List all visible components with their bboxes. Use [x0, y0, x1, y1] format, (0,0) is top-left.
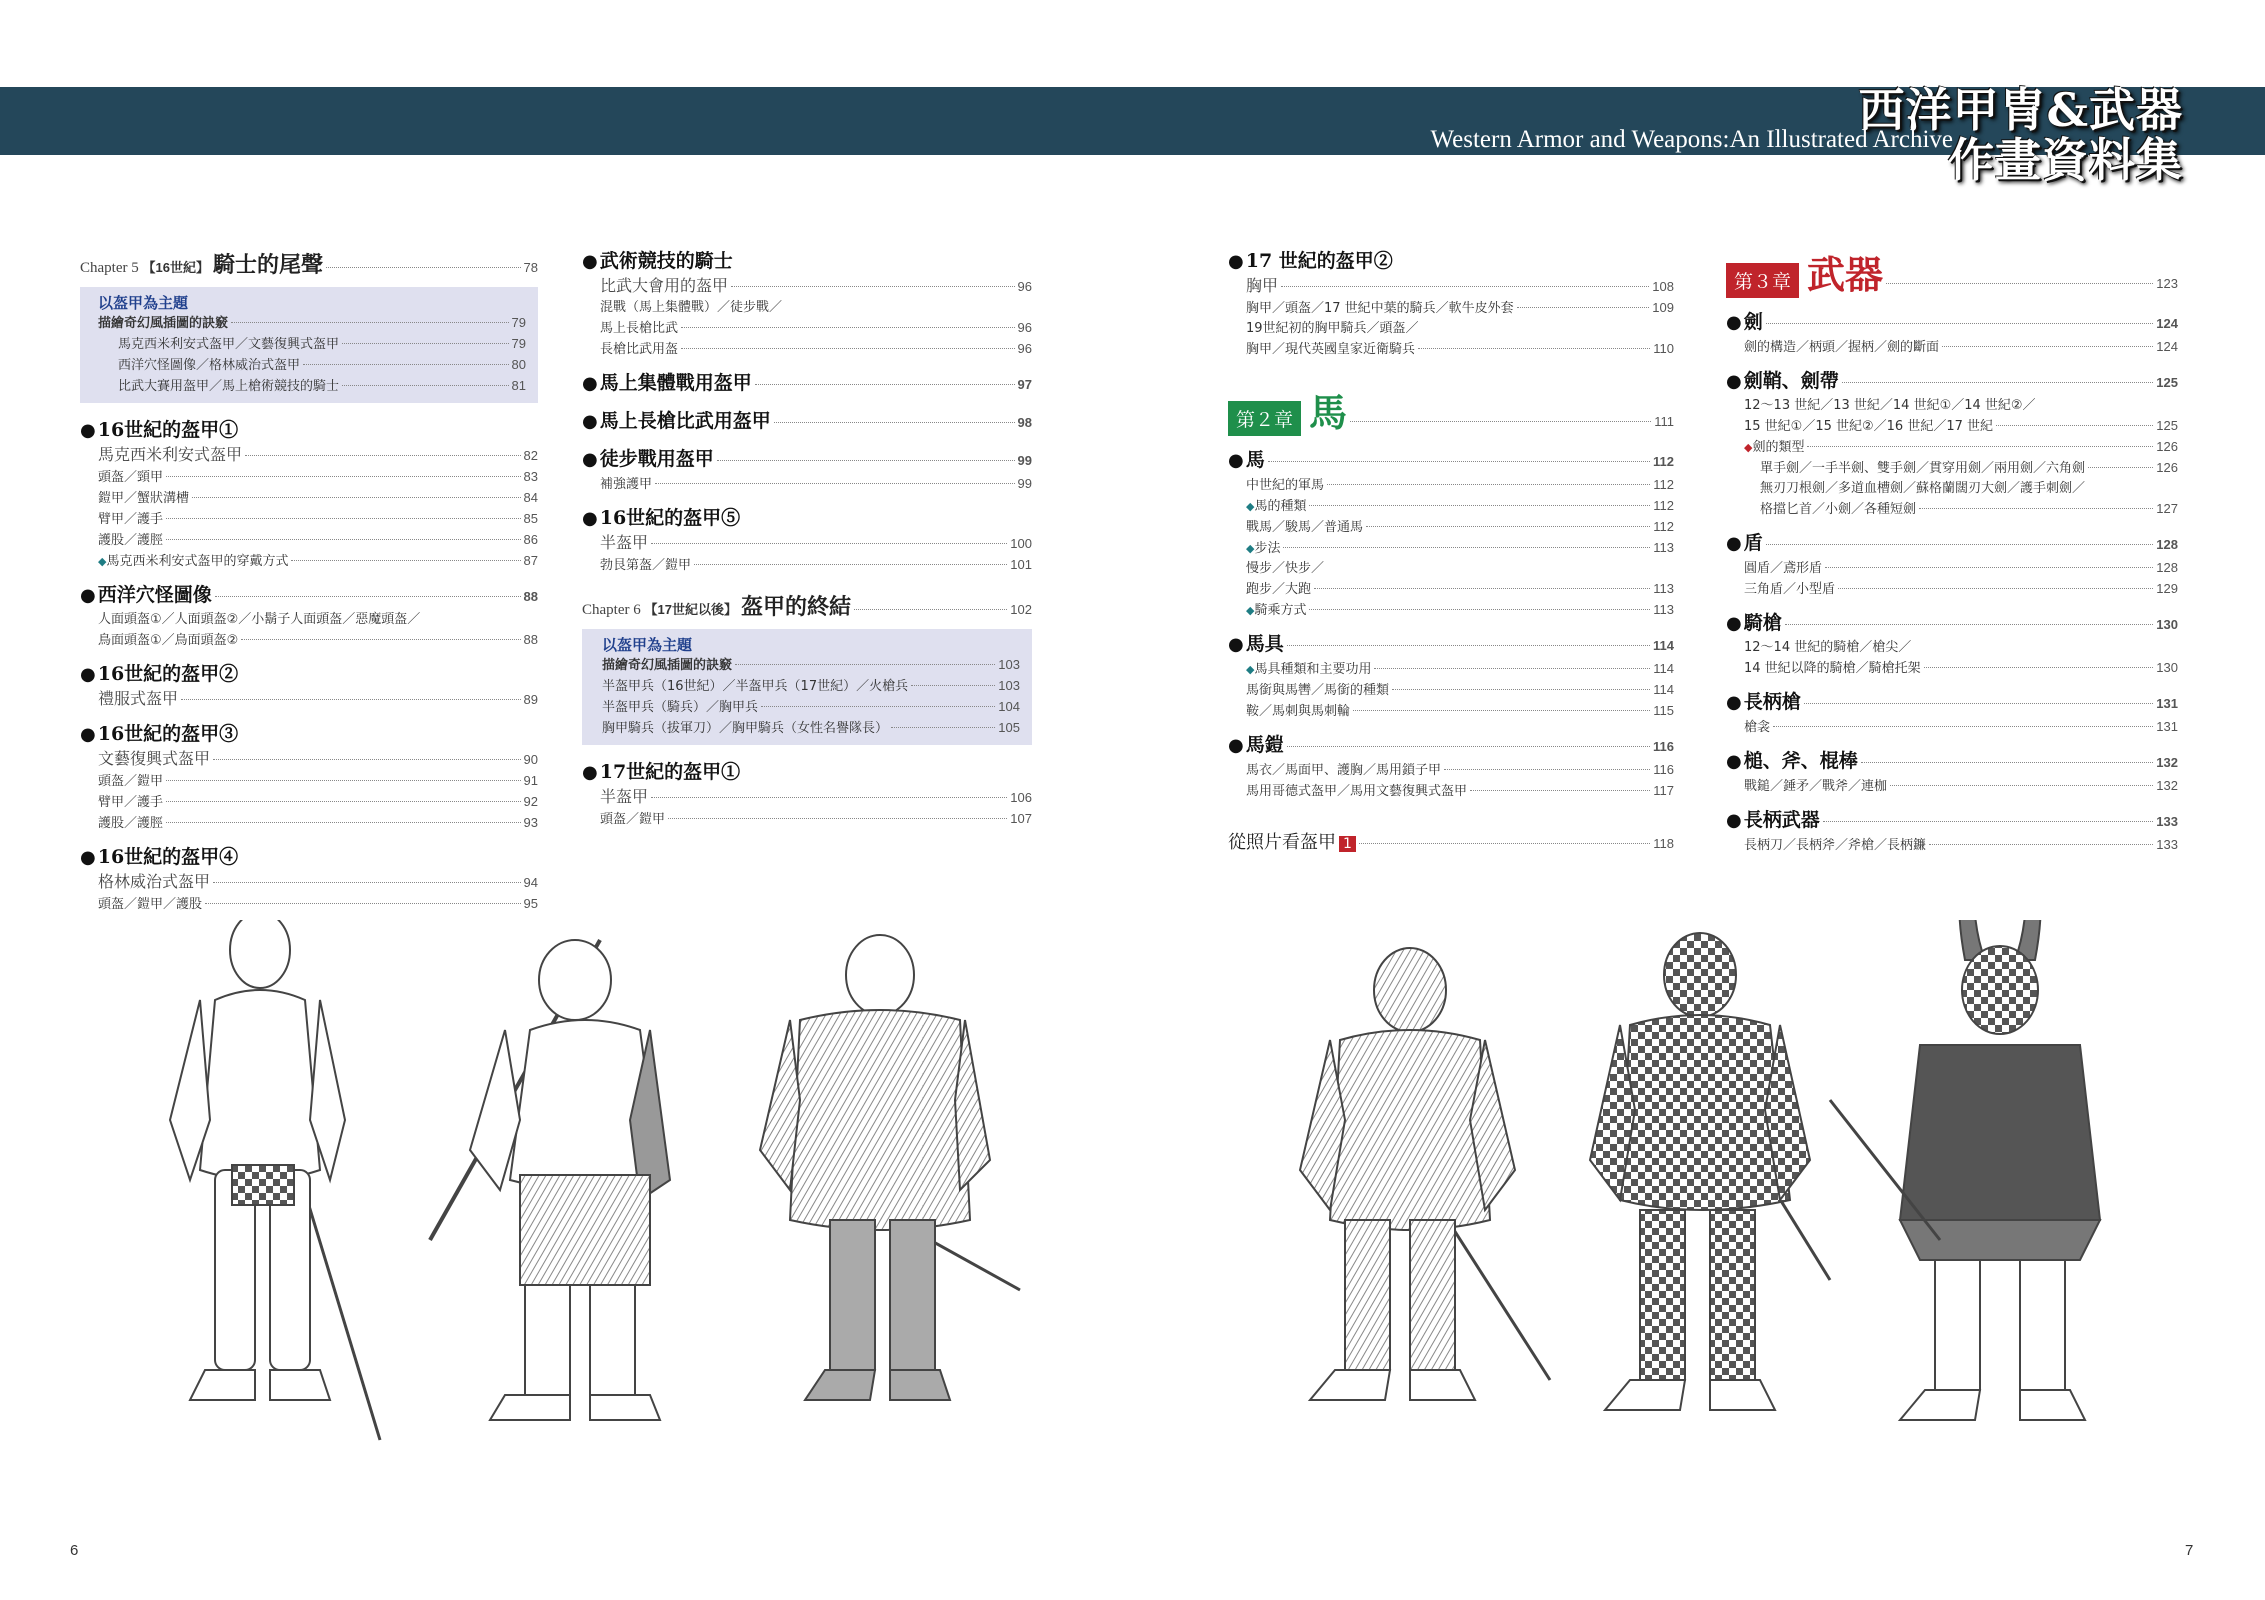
toc-entry-label: ◆馬克西米利安式盔甲的穿戴方式	[98, 554, 289, 569]
toc-entry-label: 19世紀初的胸甲騎兵／頭盔／	[1246, 321, 1419, 336]
toc-entry[interactable]	[1228, 659, 1674, 680]
diamond-bullet-icon: ◆	[1246, 663, 1255, 676]
toc-entry[interactable]	[80, 894, 538, 915]
toc-page-number: 88	[523, 632, 538, 647]
toc-page-number: 112	[1653, 519, 1674, 534]
toc-entry[interactable]	[80, 771, 538, 792]
toc-section	[1726, 689, 2178, 738]
toc-entry[interactable]	[1228, 579, 1674, 600]
toc-entry[interactable]	[80, 467, 538, 488]
toc-entry-label: 慢步／快步／	[1246, 561, 1325, 576]
section-bullet-icon: ●	[582, 251, 598, 272]
toc-column-4	[1726, 248, 2178, 856]
toc-page-number: 91	[523, 773, 538, 788]
toc-entry[interactable]	[1726, 458, 2178, 479]
toc-page-number: 94	[523, 875, 538, 890]
toc-entry[interactable]	[582, 298, 1032, 318]
toc-entry[interactable]	[1228, 781, 1674, 802]
section-heading[interactable]: ● 徒步戰用盔甲 99	[582, 448, 1032, 470]
toc-entry-label: 12～14 世紀的騎槍／槍尖／	[1744, 640, 1912, 655]
toc-column-1	[80, 248, 538, 915]
toc-entry-label: 胸甲騎兵（拔軍刀）／胸甲騎兵（女性名譽隊長）	[602, 721, 889, 736]
toc-page-number: 117	[1653, 783, 1674, 798]
photo-section[interactable]: 從照片看盔甲 1 118	[1228, 832, 1674, 853]
toc-main-entry[interactable]	[582, 532, 1032, 555]
tips-box-2: 以盔甲為主題 描繪奇幻風插圖的訣竅 103 半盔甲兵（16世紀）／半盔甲兵（17世紀）／火槍兵 103 半盔甲兵（騎兵）／胸甲兵 104 胸甲騎兵（拔軍刀）／胸甲騎兵（女性名譽隊長） 105	[582, 629, 1032, 745]
toc-page-number: 107	[1010, 811, 1032, 826]
toc-entry-label: 頭盔／鎧甲	[600, 812, 666, 827]
toc-entry-label: 劍的構造／柄頭／握柄／劍的斷面	[1744, 340, 1940, 355]
toc-page-number: 104	[998, 699, 1020, 714]
toc-entry-label: 格林威治式盔甲	[98, 872, 211, 891]
knight-figure-5	[1590, 933, 1830, 1410]
section-heading[interactable]: ● 16世紀的盔甲②	[80, 663, 239, 685]
section-heading[interactable]: ● 槌、斧、棍棒 132	[1726, 750, 2178, 772]
toc-entry[interactable]	[80, 488, 538, 509]
toc-page-number: 84	[523, 490, 538, 505]
toc-page-number: 89	[523, 692, 538, 707]
toc-entry-label: 馬衣／馬面甲、護胸／馬用鎖子甲	[1246, 763, 1442, 778]
toc-page-number: 81	[511, 378, 526, 393]
toc-entry[interactable]	[80, 610, 538, 630]
section-heading[interactable]: ● 西洋穴怪圖像 88	[80, 584, 538, 606]
toc-entry[interactable]	[1228, 298, 1674, 319]
toc-section	[1726, 807, 2178, 856]
toc-main-entry[interactable]	[80, 444, 538, 467]
section-bullet-icon: ●	[1228, 450, 1244, 471]
toc-entry-label: 頭盔／頸甲	[98, 470, 164, 485]
knight-figure-6	[1830, 920, 2100, 1420]
toc-page-number: 95	[523, 896, 538, 911]
toc-entry-label: 臂甲／護手	[98, 512, 164, 527]
toc-entry[interactable]	[1726, 416, 2178, 437]
toc-page-number: 83	[523, 469, 538, 484]
toc-entry-label: 臂甲／護手	[98, 795, 164, 810]
toc-entry-label: 比武大會用的盔甲	[600, 276, 729, 295]
toc-page-number: 96	[1017, 320, 1032, 335]
toc-section	[1726, 610, 2178, 679]
toc-entry-label: 三角盾／小型盾	[1744, 582, 1836, 597]
toc-page-number: 96	[1017, 279, 1032, 294]
toc-entry[interactable]	[80, 813, 538, 834]
toc-page-number: 105	[998, 720, 1020, 735]
toc-entry-label: 頭盔／鎧甲	[98, 774, 164, 789]
toc-entry-label: 補強護甲	[600, 477, 653, 492]
toc-page-number: 106	[1010, 790, 1032, 805]
toc-entry-label: 戰馬／駿馬／普通馬	[1246, 520, 1364, 535]
book-subtitle: Western Armor and Weapons:An Illustrated Archive	[1430, 126, 1953, 153]
section-bullet-icon: ●	[80, 420, 96, 441]
section-bullet-icon: ●	[1726, 810, 1742, 831]
toc-main-entry[interactable]	[80, 748, 538, 771]
section-heading[interactable]: ● 長柄武器 133	[1726, 809, 2178, 831]
section-heading[interactable]: ● 劍 124	[1726, 311, 2178, 333]
toc-entry-label: 長柄刀／長柄斧／斧槍／長柄鐮	[1744, 838, 1927, 853]
toc-page-number: 103	[998, 678, 1020, 693]
toc-entry-label: 14 世紀以降的騎槍／騎槍托架	[1744, 661, 1921, 676]
section-heading[interactable]: ● 16世紀的盔甲④	[80, 846, 239, 868]
section-heading[interactable]: ● 長柄槍 131	[1726, 691, 2178, 713]
toc-entry-label: ◆騎乘方式	[1246, 603, 1307, 618]
toc-entry[interactable]	[1726, 558, 2178, 579]
toc-entry[interactable]	[1726, 396, 2178, 416]
section-heading[interactable]: ● 17世紀的盔甲①	[582, 761, 741, 783]
section-heading[interactable]: ● 16世紀的盔甲③	[80, 723, 239, 745]
toc-entry[interactable]	[1726, 499, 2178, 520]
toc-section	[80, 661, 538, 711]
toc-section	[80, 844, 538, 915]
toc-entry[interactable]	[1228, 319, 1674, 339]
toc-page-number: 126	[2156, 439, 2178, 454]
toc-entry-label: 圓盾／鳶形盾	[1744, 561, 1823, 576]
toc-entry[interactable]	[1228, 559, 1674, 579]
toc-section	[582, 248, 1032, 360]
toc-entry-label: 人面頭盔①／人面頭盔②／小鬍子人面頭盔／惡魔頭盔／	[98, 612, 421, 627]
photo-number-badge: 1	[1339, 836, 1356, 852]
toc-page-number: 92	[523, 794, 538, 809]
book-title-line2: 作畫資料集	[1948, 133, 2183, 187]
toc-page-number: 90	[523, 752, 538, 767]
section-bullet-icon: ●	[582, 508, 598, 529]
section-bullet-icon: ●	[80, 585, 96, 606]
section-heading[interactable]: ● 劍鞘、劍帶 125	[1726, 370, 2178, 392]
toc-page-number: 96	[1017, 341, 1032, 356]
toc-page-number: 113	[1653, 581, 1674, 596]
toc-page-number: 112	[1653, 477, 1674, 492]
toc-entry[interactable]	[1228, 475, 1674, 496]
chapter-5-heading[interactable]: Chapter 5 【16世紀】 騎士的尾聲 78	[80, 252, 538, 278]
toc-page-number: 133	[2156, 837, 2178, 852]
toc-main-entry[interactable]	[582, 786, 1032, 809]
section-heading[interactable]: ● 馬 112	[1228, 449, 1674, 471]
page-number-right: 7	[2185, 1542, 2194, 1559]
toc-section	[80, 721, 538, 834]
section-heading[interactable]: ● 馬上長槍比武用盔甲 98	[582, 410, 1032, 432]
toc-entry-label: 跑步／大跑	[1246, 582, 1312, 597]
toc-page-number: 124	[2156, 339, 2178, 354]
toc-page-number: 86	[523, 532, 538, 547]
toc-page-number: 125	[2156, 418, 2178, 433]
toc-entry-label: 文藝復興式盔甲	[98, 749, 211, 768]
toc-entry[interactable]	[80, 792, 538, 813]
toc-entry-label: ◆馬具種類和主要功用	[1246, 662, 1372, 677]
toc-page-number: 80	[511, 357, 526, 372]
toc-section	[1228, 447, 1674, 621]
toc-entry-label: 護股／護脛	[98, 816, 164, 831]
section-heading[interactable]: ● 17 世紀的盔甲②	[1228, 250, 1393, 272]
toc-section	[582, 446, 1032, 495]
toc-page-number: 126	[2156, 460, 2178, 475]
section-heading[interactable]: ● 馬具 114	[1228, 633, 1674, 655]
toc-main-entry[interactable]	[1228, 275, 1674, 298]
section-bullet-icon: ●	[80, 847, 96, 868]
chapter-2-badge: 第２章	[1228, 401, 1301, 436]
toc-entry-label: 西洋穴怪圖像／格林威治式盔甲	[118, 358, 301, 373]
section-heading[interactable]: ● 馬上集體戰用盔甲 97	[582, 372, 1032, 394]
toc-page-number: 101	[1010, 557, 1032, 572]
toc-page-number: 110	[1653, 341, 1674, 356]
toc-page-number: 87	[523, 553, 538, 568]
toc-entry-label: 鎧甲／蟹狀溝槽	[98, 491, 190, 506]
section-heading[interactable]: ● 騎槍 130	[1726, 612, 2178, 634]
toc-section	[582, 408, 1032, 436]
toc-section	[1228, 732, 1674, 802]
tips-entry[interactable]	[602, 676, 1020, 697]
toc-entry-label: 鳥面頭盔①／鳥面頭盔②	[98, 633, 239, 648]
toc-entry-label: 半盔甲	[600, 787, 649, 806]
knight-figure-4	[1300, 948, 1550, 1400]
toc-main-entry[interactable]	[80, 688, 538, 711]
toc-entry-label: 中世紀的軍馬	[1246, 478, 1325, 493]
chapter-6-heading[interactable]: Chapter 6 【17世紀以後】 盔甲的終結 102	[582, 594, 1032, 620]
toc-entry-label: 馬克西米利安式盔甲／文藝復興式盔甲	[118, 337, 340, 352]
section-bullet-icon: ●	[1228, 251, 1244, 272]
toc-entry-label: 馬上長槍比武	[600, 321, 679, 336]
toc-entry-label: ◆馬的種類	[1246, 499, 1307, 514]
toc-section	[1726, 368, 2178, 520]
chapter-3-heading[interactable]: 第３章 武器 123	[1726, 244, 2178, 299]
toc-section	[1228, 248, 1674, 360]
toc-page-number: 99	[1017, 476, 1032, 491]
tips-entry[interactable]	[118, 376, 526, 397]
toc-entry[interactable]	[582, 809, 1032, 830]
knight-figure-3	[760, 935, 1020, 1400]
toc-entry-label: 15 世紀①／15 世紀②／16 世紀／17 世紀	[1744, 419, 1994, 434]
section-bullet-icon: ●	[1726, 533, 1742, 554]
toc-entry[interactable]	[80, 509, 538, 530]
section-bullet-icon: ●	[582, 373, 598, 394]
toc-page-number: 79	[511, 336, 526, 351]
section-bullet-icon: ●	[582, 449, 598, 470]
toc-entry-label: 混戰（馬上集體戰）／徒步戰／	[600, 300, 783, 315]
toc-entry[interactable]	[1726, 776, 2178, 797]
toc-entry-label: 鞍／馬刺與馬刺輪	[1246, 704, 1351, 719]
section-heading[interactable]: ● 16世紀的盔甲⑤	[582, 507, 741, 529]
toc-entry-label: 12～13 世紀／13 世紀／14 世紀①／14 世紀②／	[1744, 398, 2036, 413]
chapter-2-heading[interactable]: 第２章 馬 111	[1228, 382, 1674, 437]
toc-entry-label: 無刃刀根劍／多道血槽劍／蘇格蘭闊刃大劍／護手刺劍／	[1760, 481, 2086, 496]
toc-entry[interactable]	[1228, 680, 1674, 701]
toc-entry-label: 禮服式盔甲	[98, 689, 179, 708]
toc-page-number: 108	[1652, 279, 1674, 294]
toc-entry[interactable]	[1228, 517, 1674, 538]
knight-figure-1	[170, 920, 380, 1440]
toc-entry[interactable]	[1726, 658, 2178, 679]
section-bullet-icon: ●	[80, 664, 96, 685]
section-heading[interactable]: ● 馬鎧 116	[1228, 734, 1674, 756]
toc-entry-label: 半盔甲兵（16世紀）／半盔甲兵（17世紀）／火槍兵	[602, 679, 909, 694]
toc-entry[interactable]	[1726, 479, 2178, 499]
toc-main-entry[interactable]	[80, 871, 538, 894]
toc-entry-label: 長槍比武用盔	[600, 342, 679, 357]
toc-entry[interactable]	[1726, 638, 2178, 658]
toc-page-number: 130	[2156, 660, 2178, 675]
section-heading[interactable]: ● 16世紀的盔甲①	[80, 419, 239, 441]
toc-entry-label: 單手劍／一手半劍、雙手劍／貫穿用劍／兩用劍／六角劍	[1760, 461, 2086, 476]
toc-page-number: 115	[1653, 703, 1674, 718]
toc-entry-label: 護股／護脛	[98, 533, 164, 548]
toc-section	[582, 505, 1032, 576]
toc-page-number: 131	[2156, 719, 2178, 734]
diamond-bullet-icon: ◆	[1246, 542, 1255, 555]
toc-section	[80, 417, 538, 572]
page-number-left: 6	[70, 1542, 79, 1559]
toc-section	[1228, 631, 1674, 722]
toc-entry-label: ◆劍的類型	[1744, 440, 1805, 455]
toc-entry[interactable]	[1228, 496, 1674, 517]
toc-entry[interactable]	[1726, 835, 2178, 856]
toc-entry[interactable]	[582, 555, 1032, 576]
diamond-bullet-icon: ◆	[1246, 604, 1255, 617]
chapter-3-badge: 第３章	[1726, 263, 1799, 298]
toc-entry-label: 格擋匕首／小劍／各種短劍	[1760, 502, 1917, 517]
section-bullet-icon: ●	[582, 411, 598, 432]
toc-section	[1726, 748, 2178, 797]
toc-entry[interactable]	[1726, 437, 2178, 458]
toc-entry-label: 槍衾	[1744, 720, 1771, 735]
toc-column-3	[1228, 248, 1674, 854]
toc-entry-label: 勃艮第盔／鎧甲	[600, 558, 692, 573]
toc-entry-label: 戰鎚／錘矛／戰斧／連枷	[1744, 779, 1888, 794]
toc-page-number: 109	[1652, 300, 1674, 315]
tips-entry[interactable]	[602, 697, 1020, 718]
section-bullet-icon: ●	[1726, 613, 1742, 634]
toc-entry[interactable]	[1726, 579, 2178, 600]
toc-entry[interactable]	[1228, 600, 1674, 621]
toc-entry[interactable]	[1228, 339, 1674, 360]
toc-section	[1726, 309, 2178, 358]
toc-page-number: 113	[1653, 540, 1674, 555]
toc-entry-label: 胸甲	[1246, 276, 1279, 295]
toc-section	[582, 759, 1032, 830]
toc-entry-label: 半盔甲兵（騎兵）／胸甲兵	[602, 700, 759, 715]
toc-section	[1726, 530, 2178, 600]
knight-figure-2	[430, 940, 670, 1420]
toc-entry-label: 半盔甲	[600, 533, 649, 552]
toc-main-entry[interactable]	[582, 275, 1032, 298]
section-heading[interactable]: ● 盾 128	[1726, 532, 2178, 554]
toc-entry-label: 比武大賽用盔甲／馬上槍術競技的騎士	[118, 379, 340, 394]
toc-page-number: 114	[1653, 661, 1674, 676]
section-bullet-icon: ●	[1726, 692, 1742, 713]
section-bullet-icon: ●	[1726, 312, 1742, 333]
toc-entry-label: 胸甲／現代英國皇家近衛騎兵	[1246, 342, 1416, 357]
toc-page-number: 112	[1653, 498, 1674, 513]
toc-entry[interactable]	[80, 530, 538, 551]
toc-section	[80, 582, 538, 651]
toc-entry-label: 頭盔／鎧甲／護股	[98, 897, 203, 912]
toc-entry[interactable]	[1726, 717, 2178, 738]
toc-entry[interactable]	[582, 318, 1032, 339]
toc-entry[interactable]	[1228, 538, 1674, 559]
toc-page-number: 93	[523, 815, 538, 830]
armor-illustrations	[0, 920, 2265, 1500]
toc-page-number: 85	[523, 511, 538, 526]
diamond-bullet-icon: ◆	[1246, 500, 1255, 513]
toc-page-number: 113	[1653, 602, 1674, 617]
toc-entry-label: 馬銜與馬轡／馬銜的種類	[1246, 683, 1390, 698]
toc-entry-label: 馬克西米利安式盔甲	[98, 445, 243, 464]
toc-entry-label: ◆步法	[1246, 541, 1281, 556]
toc-section	[582, 370, 1032, 398]
toc-page-number: 100	[1010, 536, 1032, 551]
section-bullet-icon: ●	[80, 724, 96, 745]
section-bullet-icon: ●	[1726, 751, 1742, 772]
section-bullet-icon: ●	[1228, 634, 1244, 655]
toc-page-number: 127	[2156, 501, 2178, 516]
toc-page-number: 132	[2156, 778, 2178, 793]
toc-page-number: 82	[523, 448, 538, 463]
toc-page-number: 114	[1653, 682, 1674, 697]
diamond-bullet-icon: ◆	[98, 555, 107, 568]
section-bullet-icon: ●	[582, 762, 598, 783]
toc-entry[interactable]	[80, 630, 538, 651]
toc-page-number: 116	[1653, 762, 1674, 777]
tips-entry[interactable]	[118, 334, 526, 355]
toc-entry[interactable]	[80, 551, 538, 572]
toc-entry[interactable]	[582, 339, 1032, 360]
toc-entry-label: 胸甲／頭盔／17 世紀中葉的騎兵／軟牛皮外套	[1246, 301, 1514, 316]
toc-entry[interactable]	[582, 474, 1032, 495]
tips-entry[interactable]	[118, 355, 526, 376]
section-bullet-icon: ●	[1228, 735, 1244, 756]
toc-page-number: 129	[2156, 581, 2178, 596]
tips-entry[interactable]	[602, 718, 1020, 739]
toc-column-2	[582, 248, 1032, 830]
tips-box-1: 以盔甲為主題 描繪奇幻風插圖的訣竅 79 馬克西米利安式盔甲／文藝復興式盔甲 79 西洋穴怪圖像／格林威治式盔甲 80 比武大賽用盔甲／馬上槍術競技的騎士 81	[80, 287, 538, 403]
toc-entry-label: 馬用哥德式盔甲／馬用文藝復興式盔甲	[1246, 784, 1468, 799]
section-heading[interactable]: ● 武術競技的騎士	[582, 250, 733, 272]
diamond-bullet-icon: ◆	[1744, 441, 1753, 454]
book-title: 西洋甲冑&武器	[1858, 83, 2183, 137]
toc-entry[interactable]	[1228, 701, 1674, 722]
toc-entry[interactable]	[1228, 760, 1674, 781]
toc-entry[interactable]	[1726, 337, 2178, 358]
toc-page-number: 128	[2156, 560, 2178, 575]
section-bullet-icon: ●	[1726, 371, 1742, 392]
